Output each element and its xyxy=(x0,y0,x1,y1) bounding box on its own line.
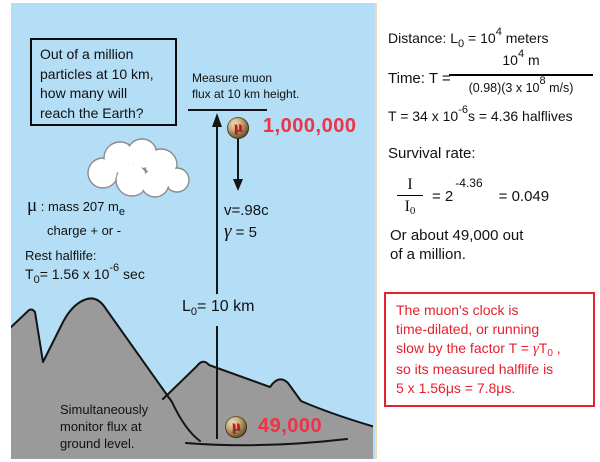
ground-monitor-line: monitor flux at xyxy=(60,419,142,434)
note-factor-t: T xyxy=(538,340,548,356)
question-line: how many will xyxy=(40,85,128,101)
gamma-label xyxy=(224,222,257,241)
muon-symbol: μ xyxy=(232,419,240,434)
t-result-exponent: -6 xyxy=(458,104,468,116)
t-result-value: s = 4.36 halflives xyxy=(467,108,573,124)
note-line: so its measured halflife is xyxy=(396,361,554,377)
denominator-base: (0.98)(3 x 10 xyxy=(468,81,540,95)
t0-base: T xyxy=(25,266,34,282)
velocity-arrow xyxy=(233,139,243,191)
distance-label xyxy=(182,298,254,316)
survival-rate-label: Survival rate: xyxy=(388,145,476,162)
muon-ball-bottom xyxy=(225,416,247,438)
note-factor-sub: 0 xyxy=(547,348,553,359)
ground-flux-count: 49,000 xyxy=(258,415,323,437)
intensity-denominator xyxy=(397,196,423,217)
time-equation-label: Time: T = xyxy=(388,70,451,87)
measure-flux-line: flux at 10 km height. xyxy=(192,86,300,101)
time-fraction-denominator xyxy=(449,76,593,97)
rest-halflife-label: Rest halflife: xyxy=(25,248,97,263)
t-result-pre: T = 34 x 10 xyxy=(388,108,459,124)
denominator-exponent: 8 xyxy=(539,75,546,87)
t0-exponent: -6 xyxy=(109,262,120,274)
cloud-icon xyxy=(88,139,189,197)
measure-flux-line: Measure muon xyxy=(192,71,273,85)
time-dilation-note-box xyxy=(384,292,595,407)
note-line: The muon's clock is xyxy=(396,302,519,318)
t0-value: = 1.56 x 10 xyxy=(39,266,110,282)
note-factor-pre: slow by the factor T = xyxy=(396,340,533,356)
question-line: particles at 10 km, xyxy=(40,65,154,82)
rest-halflife-value xyxy=(25,262,145,286)
velocity-label: v=.98c xyxy=(224,202,269,219)
ground-monitor-line: Simultaneously xyxy=(60,402,149,417)
measure-flux-label xyxy=(192,71,299,102)
intensity-fraction xyxy=(397,176,423,217)
numerator-unit: m xyxy=(524,52,540,68)
distance-equation xyxy=(388,26,549,50)
survival-equals: = 2 xyxy=(432,187,454,205)
intensity-den-base: I xyxy=(404,197,410,215)
note-line-factor xyxy=(396,339,583,360)
distance-sub: 0 xyxy=(458,38,465,50)
ground-monitor-line: ground level. xyxy=(60,436,135,451)
numerator-exponent: 4 xyxy=(517,48,525,60)
muon-ball-top xyxy=(227,117,249,139)
time-result-equation xyxy=(388,104,573,124)
question-line: reach the Earth? xyxy=(40,104,144,121)
question-line: Out of a million xyxy=(40,46,134,62)
gamma-value: = 5 xyxy=(231,224,257,241)
time-fraction-numerator xyxy=(449,50,593,76)
mu-symbol: μ xyxy=(27,195,38,216)
top-flux-count: 1,000,000 xyxy=(263,115,357,137)
survival-result: = 0.049 xyxy=(498,187,550,205)
time-fraction xyxy=(449,50,593,97)
intensity-den-sub: 0 xyxy=(409,204,416,217)
intensity-numerator: I xyxy=(397,176,423,196)
l0-base: L xyxy=(182,298,191,315)
ground-monitor-label xyxy=(60,401,148,452)
charge-label: charge + or - xyxy=(47,223,122,238)
t0-unit: sec xyxy=(119,266,145,282)
mass-text: : mass 207 m xyxy=(37,199,119,214)
note-line: 5 x 1.56μs = 7.8μs. xyxy=(396,380,516,396)
gamma-symbol: γ xyxy=(224,221,232,242)
note-factor-post: , xyxy=(552,340,561,356)
question-box xyxy=(30,38,177,126)
l0-sub: 0 xyxy=(190,306,198,318)
or-about-note xyxy=(390,227,523,264)
distance-unit: meters xyxy=(501,30,549,46)
l0-value: = 10 km xyxy=(197,298,255,315)
distance-mid: = 10 xyxy=(464,30,496,46)
sky-scene xyxy=(11,3,377,459)
distance-exponent: 4 xyxy=(495,26,502,38)
mass-subscript: e xyxy=(118,206,125,218)
gamma-symbol: γ xyxy=(532,341,539,357)
numerator-base: 10 xyxy=(502,52,518,68)
survival-equation xyxy=(397,170,549,222)
t0-sub: 0 xyxy=(33,274,40,286)
muon-mass-label xyxy=(27,195,125,218)
survival-exponent: -4.36 xyxy=(455,176,483,190)
distance-pre: Distance: L xyxy=(388,30,459,46)
denominator-unit: m/s) xyxy=(545,81,574,95)
note-line: time-dilated, or running xyxy=(396,321,540,337)
or-about-line: of a million. xyxy=(390,245,466,263)
or-about-line: Or about 49,000 out xyxy=(390,227,524,244)
muon-symbol: μ xyxy=(234,120,242,135)
